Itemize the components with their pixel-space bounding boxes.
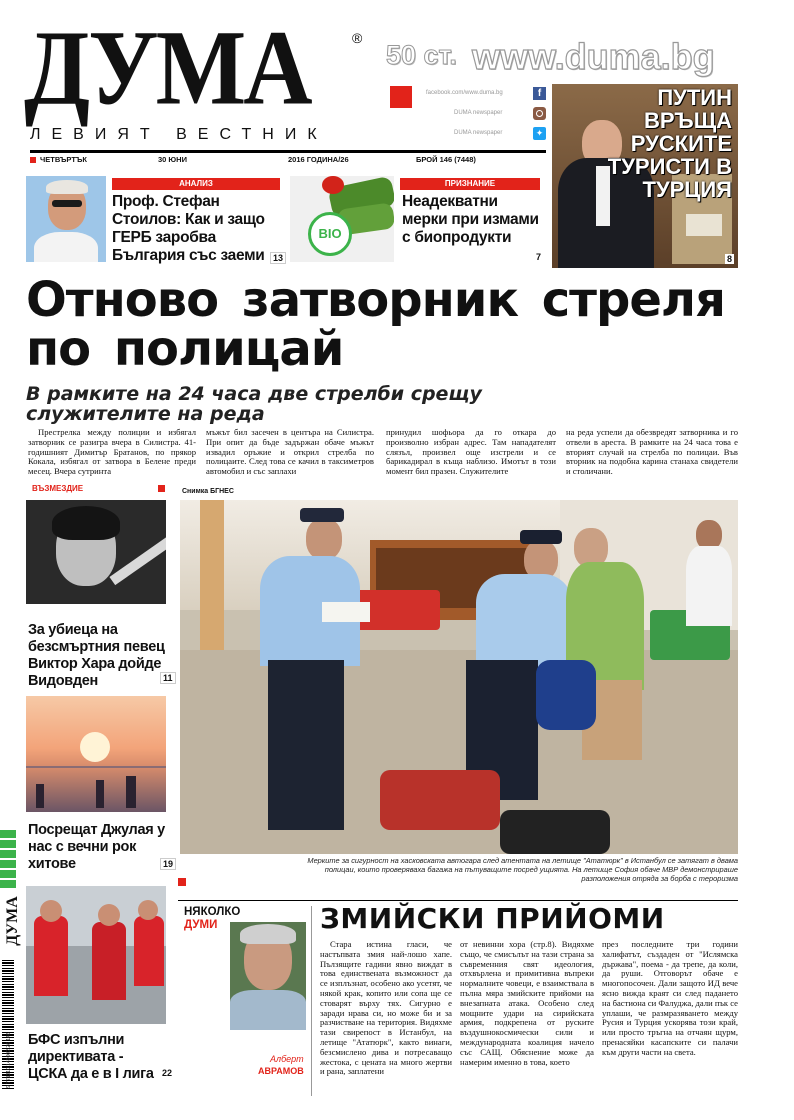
twitter-icon: ✦ [533, 127, 546, 140]
opinion-column-3: през последните три години халифатът, създаден от "Ислямска държава", поема - да трепе, да коли, да руши. Отговорът обаче е многопосочен. Дали защото ИД вече ясно вижда краят си след падането на бастиона си Фалуджа, дали пък се уплаши, че размразяването между Русия и Турция ускорява този край, или просто тръгна на отчаян щурм, пренасяйки касапските си палачи към други части на света. [602, 939, 738, 1057]
teaser-recognition-page: 7 [536, 252, 542, 262]
sidebar-photo-1 [26, 500, 166, 604]
spine [0, 830, 21, 1100]
sidebar-item-2-headline[interactable]: Посрещат Джулая у нас с вечни рок хитове [28, 822, 165, 872]
main-story-column-2: мъжът бил засечен в центъра на Силистра. При опит да бъде задържан обаче мъжът извадил оръжие и открил стрелба по полицаите. След това се качил в таксиметров автомобил и със заплахи [206, 427, 374, 477]
social-instagram-text: DUMA newspaper [454, 110, 503, 116]
registered-mark: ® [352, 30, 363, 46]
teaser-recognition-photo [290, 176, 394, 262]
spine-logo: ДУМА [3, 896, 21, 946]
main-photo-credit: Снимка БГНЕС [182, 488, 234, 495]
social-facebook[interactable] [426, 86, 546, 100]
teaser-analysis-headline[interactable]: Проф. Стефан Стоилов: Как и защо ГЕРБ заробва България със заеми [112, 193, 265, 264]
main-subheadline: В рамките на 24 часа две стрелби срещу служителите на реда [26, 383, 482, 425]
teaser-putin-headline[interactable]: ПУТИН ВРЪЩА РУСКИТЕ ТУРИСТИ В ТУРЦИЯ [607, 85, 732, 202]
sidebar [26, 484, 174, 1090]
sidebar-item-1-headline[interactable]: За убиеца на безсмъртния певец Виктор Хара дойде Видовден [28, 622, 165, 689]
sidebar-section-marker [158, 485, 165, 492]
barcode-number: 9 771310 149002 26 146 [6, 1032, 12, 1088]
opinion-column-2: от невинни хора (стр.8). Видяхме също, че смисълът на тази страна за съвременния свят идеология, отхвърлена и примитивна въпреки нормалните човеци, е взаимствала в пълна мяра змийските прийоми на внезапната атака. Особено след мощните удари на сирийската армия, подкрепена от руските въздушнокосмически сили и международната коалиция начело със САЩ. Обяснение може да намерим именно в това, което [460, 939, 594, 1067]
masthead-red-square [390, 86, 412, 108]
main-story-column-4: на реда успели да обезвредят затворника и го отвели в ареста. В рамките на 24 часа това е вторият случай на стрелба по полицаи. Във вторник на подобна карина станаха свидетели и столичани. [566, 427, 738, 477]
social-twitter-text: DUMA newspaper [454, 130, 503, 136]
sidebar-photo-3 [26, 886, 166, 1024]
main-photo-caption: Мерките за сигурност на хасковската автогара след атентата на летище "Ататюрк" в Истанбул се затягат в двама полицаи, които проверяваха багажа на пътуващите посред ущията. На летище София обаче МВР демонстрираше разположения отряда за борба с тероризма [307, 856, 738, 883]
teaser-analysis[interactable] [26, 176, 284, 264]
opinion-corner-marker [178, 878, 186, 886]
issue-day: ЧЕТВЪРТЪК [40, 155, 88, 164]
teaser-recognition-label: ПРИЗНАНИЕ [400, 178, 540, 190]
opinion-column-1: Стара истина гласи, че настъпвата змия най-лошо хапе. Пълзящите гадини явно виждат в това единствената възможност да се изплъзнат, особено ако усетят, че някой крак, копито или сопа ще се стоварят върху тях. Сигурно е заради нрава си, но може би и за разчистване на територия. Видяхме тази свирепост в Истанбул, на летище "Ататюрк", както винаги, безсмислено дива и потресаващо жестока, с цената на много жертви и рана, заплатени [320, 939, 452, 1077]
opinion-label-line-1: НЯКОЛКО [184, 906, 241, 918]
opinion-rule [178, 900, 738, 901]
opinion-author-photo [230, 922, 306, 1030]
opinion-author-first: Алберт [270, 1054, 304, 1064]
sidebar-section-label: ВЪЗМЕЗДИЕ [32, 484, 84, 493]
opinion-label-line-2: ДУМИ [184, 919, 218, 931]
social-facebook-text: facebook.com/www.duma.bg [426, 90, 503, 96]
sidebar-item-3-page: 22 [162, 1068, 173, 1078]
sidebar-item-1-page: 11 [160, 672, 176, 684]
issue-date: 30 ЮНИ [158, 155, 187, 164]
issue-bar-marker [30, 157, 36, 163]
price-label: 50 ст. [386, 40, 457, 70]
teaser-recognition-headline[interactable]: Неадекватни мерки при измами с биопродукти [402, 193, 539, 246]
sidebar-item-2-page: 19 [160, 858, 176, 870]
bio-badge: BIO [308, 212, 352, 256]
opinion-author-last: АВРАМОВ [258, 1066, 304, 1076]
social-twitter[interactable] [426, 126, 546, 140]
issue-number: БРОЙ 146 (7448) [416, 155, 476, 164]
masthead-tagline: ЛЕВИЯТ ВЕСТНИК [30, 126, 328, 143]
teaser-putin[interactable] [552, 84, 738, 268]
teaser-recognition[interactable] [290, 176, 544, 264]
social-instagram[interactable] [426, 106, 546, 120]
instagram-icon [533, 107, 546, 120]
teaser-analysis-label: АНАЛИЗ [112, 178, 280, 190]
main-story-column-1: Престрелка между полиции и избягал затворник се разигра вчера в Силистра. 41-годишният Димитър Братанов, по прякор Кокала, избягал от затвора в Белене преди месец. Вчера сутринта [28, 427, 196, 477]
spine-green-bars [0, 830, 16, 890]
teaser-analysis-page: 13 [270, 252, 286, 264]
teaser-analysis-photo [26, 176, 106, 262]
facebook-icon: f [533, 87, 546, 100]
main-headline[interactable]: Отново затворник стреля по полицай [26, 272, 725, 377]
main-photo [180, 500, 738, 854]
issue-year: 2016 ГОДИНА/26 [288, 155, 349, 164]
masthead-logo: ДУМА [24, 7, 310, 128]
website-label[interactable]: www.duma.bg [472, 36, 715, 77]
main-story-column-3: принудил шофьора да го откара до произволно избран адрес. Там нападателят слязъл, произвел още изстрели и се барикадирал в къща наблизо. Имотът в този момент бил празен. Служителите [386, 427, 556, 477]
sidebar-photo-2 [26, 696, 166, 812]
sidebar-item-3-headline[interactable]: БФС изпълни директивата - ЦСКА да е в I лига [28, 1032, 154, 1082]
opinion-headline[interactable]: ЗМИЙСКИ ПРИЙОМИ [320, 902, 665, 935]
teaser-putin-page: 8 [726, 254, 732, 264]
issue-bar [30, 150, 546, 166]
